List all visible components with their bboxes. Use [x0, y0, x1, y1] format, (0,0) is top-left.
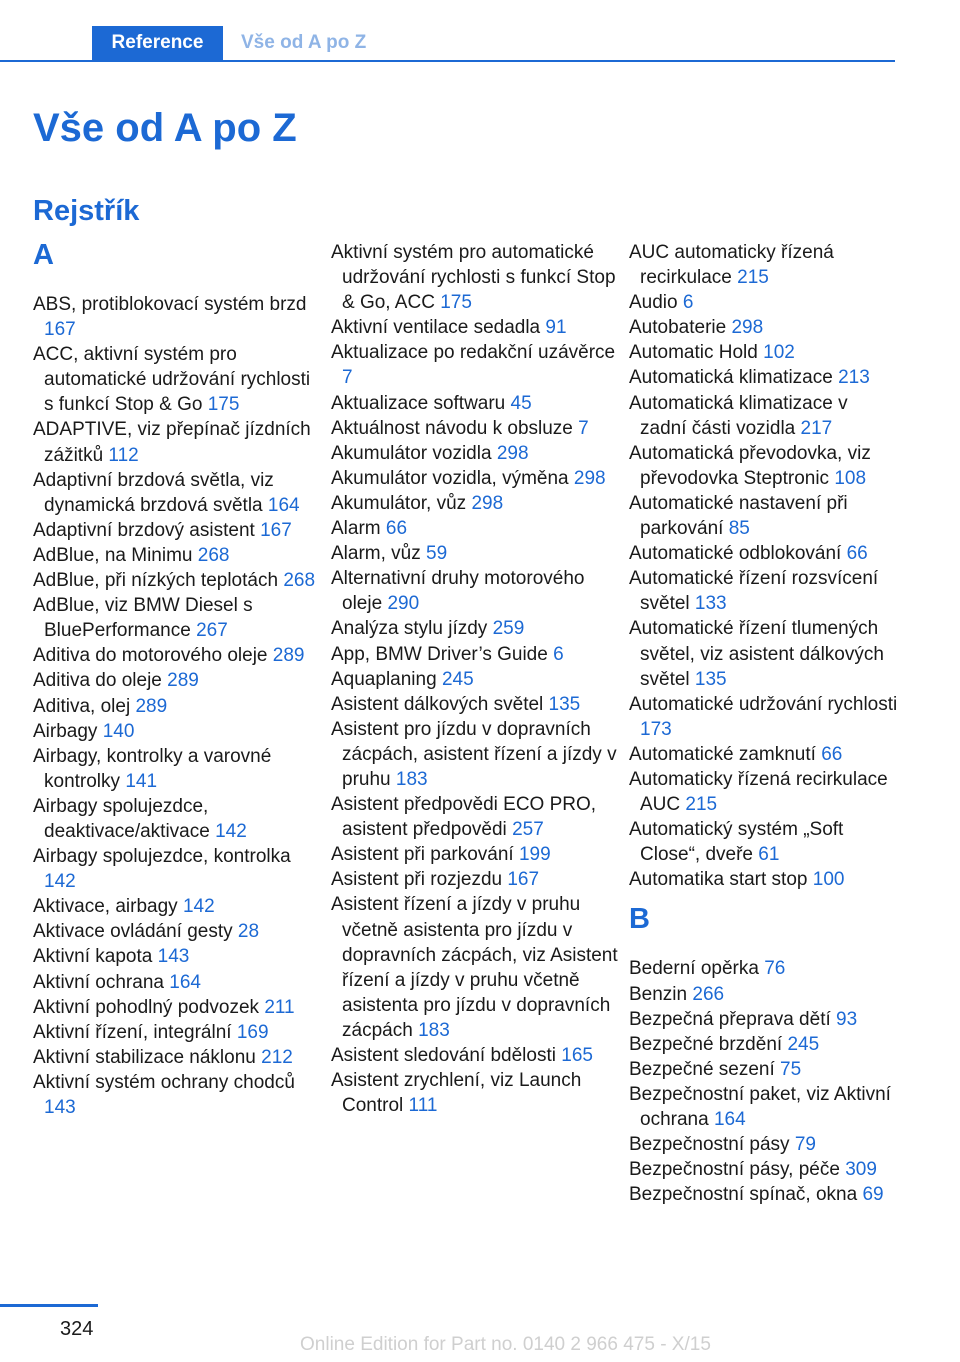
index-entry-text: Alarm [331, 518, 381, 540]
index-entry [331, 466, 621, 491]
index-page-link[interactable]: 173 [640, 718, 672, 740]
index-page-link[interactable]: 298 [496, 442, 529, 464]
index-column-1 [33, 240, 323, 1120]
index-page-link[interactable]: 7 [578, 417, 589, 439]
index-page-link[interactable]: 6 [553, 643, 564, 665]
index-entry-text: Airbagy spolujezdce, deaktivace/aktivace [33, 795, 210, 842]
index-page-link[interactable]: 66 [821, 743, 843, 765]
index-entry-text: AdBlue, viz BMW Diesel s BluePerformance [33, 595, 253, 642]
index-entry-text: Aktivní ventilace sedadla [331, 317, 541, 339]
index-page-link[interactable]: 245 [787, 1033, 820, 1055]
index-page-link[interactable]: 85 [728, 518, 750, 540]
index-page-link[interactable]: 215 [685, 794, 718, 816]
section-title: Rejstřík [33, 195, 140, 227]
index-entry-text: Automatické nastavení při parkování [629, 492, 848, 540]
index-entry [331, 892, 621, 1043]
index-entry-text: Bezpečné sezení [629, 1058, 775, 1080]
index-entry [629, 1157, 899, 1182]
index-entry-text: Aktivní pohodlný podvozek [33, 996, 260, 1018]
index-page-link[interactable]: 28 [237, 921, 260, 943]
index-entry [331, 1043, 621, 1068]
index-page-link[interactable]: 290 [387, 593, 420, 615]
index-entry-text: Automatické odblokování [629, 543, 842, 565]
index-entry [331, 516, 621, 541]
index-entry [331, 642, 621, 667]
index-page-link[interactable]: 257 [512, 819, 544, 841]
index-entry-text: Bezpečnostní pásy [629, 1134, 790, 1156]
index-entry [629, 817, 899, 867]
index-entry [33, 468, 323, 518]
index-entry-text: Alarm, vůz [331, 543, 421, 565]
index-page-link[interactable]: 76 [764, 958, 786, 980]
index-entry [331, 491, 621, 516]
index-page-link[interactable]: 267 [196, 620, 228, 642]
index-entry [629, 491, 899, 541]
index-page-link[interactable]: 167 [260, 519, 292, 541]
page-title: Vše od A po Z [33, 106, 297, 150]
index-entry [33, 292, 323, 342]
index-entry [331, 340, 621, 390]
index-entry-text: AdBlue, při nízkých teplotách [33, 570, 279, 592]
index-entry-text: Aktuálnost návodu k obsluze [331, 417, 573, 439]
index-entry-text: Akumulátor, vůz [331, 492, 467, 514]
letter-gap [629, 892, 899, 904]
index-entry [629, 566, 899, 616]
index-page-link[interactable]: 69 [862, 1184, 884, 1206]
section-tab[interactable]: Vše od A po Z [241, 32, 367, 53]
index-entry [33, 518, 323, 543]
index-entry-text: Asistent při parkování [331, 844, 514, 866]
index-column-2 [331, 240, 621, 1118]
index-page-link[interactable]: 111 [408, 1095, 438, 1117]
index-page-link[interactable]: 289 [272, 645, 305, 667]
index-entry-text: Automatická klimatizace [629, 367, 833, 389]
index-page-link[interactable]: 135 [548, 693, 581, 715]
index-entry-text: Aktualizace po redakční uzávěrce [331, 342, 616, 364]
index-page-link[interactable]: 108 [834, 467, 867, 489]
index-page-link[interactable]: 164 [169, 971, 201, 993]
footer-rule [0, 1304, 98, 1307]
index-entry [629, 541, 899, 566]
index-entry [629, 742, 899, 767]
index-entry-text: Bezpečnostní pásy, péče [629, 1159, 840, 1181]
index-entry-text: Aditiva do oleje [33, 670, 162, 692]
index-entry [629, 1132, 899, 1157]
index-page-link[interactable]: 59 [426, 543, 448, 565]
index-page-link[interactable]: 217 [800, 417, 833, 439]
index-entry [33, 970, 323, 995]
index-entry-text: Automatic Hold [629, 342, 758, 364]
index-entry [331, 566, 621, 616]
index-page-link[interactable]: 245 [441, 668, 474, 690]
index-entry-text: Automatická převodovka, viz převodovka Steptronic [629, 442, 871, 489]
index-entry [331, 1068, 621, 1118]
index-entry [629, 867, 899, 892]
index-page-link[interactable]: 183 [418, 1019, 450, 1041]
index-entry-text: Airbagy [33, 720, 98, 742]
index-page-link[interactable]: 61 [758, 844, 780, 866]
index-entry-text: Asistent sledování bdělosti [331, 1045, 556, 1066]
index-entry [629, 616, 899, 691]
index-entry [629, 240, 899, 290]
index-page-link[interactable]: 91 [545, 317, 567, 339]
index-page-link[interactable]: 142 [44, 871, 76, 893]
index-entry-text: Automatické zamknutí [629, 743, 816, 765]
index-page-link[interactable]: 165 [561, 1045, 593, 1066]
index-entry [629, 441, 899, 491]
index-page-link[interactable]: 102 [763, 342, 795, 364]
index-entry [33, 694, 323, 719]
index-page-link[interactable]: 75 [780, 1058, 802, 1080]
index-entry-text: Analýza stylu jízdy [331, 618, 488, 640]
index-page-link[interactable]: 100 [812, 869, 845, 891]
index-entry [331, 867, 621, 892]
index-page-link[interactable]: 268 [283, 570, 316, 592]
index-entry-text: Aktivní ochrana [33, 971, 164, 993]
index-entry-text: Asistent předpovědi ECO PRO, asistent předpovědi [331, 794, 597, 841]
index-entry-text: Adaptivní brzdový asistent [33, 519, 255, 541]
index-entry-text: Asistent při rozjezdu [331, 869, 503, 891]
index-entry-text: Aktivní řízení, integrální [33, 1021, 232, 1043]
index-entry-text: ACC, aktivní systém pro automatické udržování rychlosti s funkcí Stop & Go [33, 344, 311, 416]
index-entry [33, 719, 323, 744]
index-entry-text: Asistent pro jízdu v dopravních zácpách, asistent řízení a jízdy v pruhu [331, 718, 617, 790]
index-entry [331, 616, 621, 641]
index-entry-text: Aktivace, airbagy [33, 896, 178, 918]
index-entry-text: Aktivní systém pro automatické udržování rychlosti s funkcí Stop & Go, ACC [331, 242, 616, 314]
index-entry [629, 1007, 899, 1032]
index-entry [331, 692, 621, 717]
index-page-link[interactable]: 259 [492, 618, 525, 640]
index-page-link[interactable]: 66 [385, 518, 408, 540]
index-entry [33, 543, 323, 568]
index-entry-text: Alternativní druhy motorového oleje [331, 568, 585, 615]
index-entry [33, 894, 323, 919]
index-entry [33, 995, 323, 1020]
index-entry-text: Automatické udržování rychlosti [629, 693, 898, 715]
index-entry-text: Autobaterie [629, 317, 727, 339]
index-page-link[interactable]: 212 [261, 1046, 293, 1068]
index-entry-text: Audio [629, 292, 678, 314]
index-entry-text: Akumulátor vozidla, výměna [331, 467, 569, 489]
index-page-link[interactable]: 141 [125, 770, 158, 792]
index-page-link[interactable]: 45 [510, 392, 532, 414]
index-entry [33, 919, 323, 944]
index-page-link[interactable]: 298 [573, 467, 606, 489]
index-entry-text: Aditiva do motorového oleje [33, 645, 268, 667]
index-entry-text: Adaptivní brzdová světla, viz dynamická brzdová světla [33, 469, 274, 516]
index-entry [331, 667, 621, 692]
index-page-link[interactable]: 289 [135, 695, 168, 717]
index-entry-text: Bezpečná přeprava dětí [629, 1008, 831, 1030]
index-entry [33, 844, 323, 894]
index-page-link[interactable]: 213 [838, 367, 870, 389]
index-page-link[interactable]: 167 [507, 869, 540, 891]
index-entry [33, 342, 323, 417]
index-entry-text: ABS, protiblokovací systém brzd [33, 294, 307, 315]
index-entry [331, 416, 621, 441]
index-entry [629, 365, 899, 390]
index-entry [33, 668, 323, 693]
index-entry-text: Automaticky řízená recirkulace AUC [629, 768, 888, 816]
edition-note: Online Edition for Part no. 0140 2 966 475 - X/15 [300, 1334, 711, 1355]
index-entry-text: Akumulátor vozidla [331, 442, 492, 464]
index-entry-text: AUC automaticky řízená recirkulace [629, 242, 834, 289]
index-entry [629, 1032, 899, 1057]
index-page-link[interactable]: 93 [836, 1008, 858, 1030]
index-entry [33, 794, 323, 844]
index-page-link[interactable]: 66 [846, 543, 868, 565]
index-page-link[interactable]: 112 [108, 444, 139, 466]
index-page-link[interactable]: 142 [182, 896, 215, 918]
index-letter-heading: A [33, 239, 54, 271]
header-rule [0, 60, 895, 62]
index-page-link[interactable]: 298 [471, 492, 504, 514]
index-entry [33, 944, 323, 969]
index-page-link[interactable]: 199 [518, 844, 551, 866]
index-entry-text: Airbagy, kontrolky a varovné kontrolky [33, 745, 272, 792]
index-entry-text: Aktivní stabilizace náklonu [33, 1046, 256, 1068]
index-entry [629, 290, 899, 315]
index-entry [331, 441, 621, 466]
index-column-3 [629, 240, 899, 1207]
index-letter-heading: B [629, 903, 650, 936]
index-page-link[interactable]: 298 [731, 317, 764, 339]
index-entry-text: Automatické řízení tlumených světel, viz asistent dálkových světel [629, 618, 884, 690]
index-entry-text: Automatická klimatizace v zadní části vozidla [629, 392, 848, 439]
index-entry-text: Aktivace ovládání gesty [33, 921, 233, 943]
index-entry-text: Automatický systém „Soft Close“, dveře [629, 819, 844, 866]
index-page-link[interactable]: 79 [794, 1134, 816, 1156]
index-page-link[interactable]: 268 [197, 544, 230, 566]
index-entry [629, 315, 899, 340]
index-entry [629, 982, 899, 1007]
index-entry-text: Aktivní systém ochrany chodců [33, 1071, 295, 1093]
index-entry-text: Asistent řízení a jízdy v pruhu včetně asistenta pro jízdu v dopravních zácpách, viz Asistent řízení a jízdy v pruhu včetně asistenta pro jízdu v dopravních zácpách [331, 894, 618, 1041]
index-page-link[interactable]: 175 [207, 394, 240, 416]
index-entry-text: Asistent zrychlení, viz Launch Control [331, 1070, 582, 1117]
index-entry-text: Automatické řízení rozsvícení světel [629, 568, 879, 615]
index-entry-text: AdBlue, na Minimu [33, 544, 193, 566]
index-entry [331, 541, 621, 566]
index-entry [33, 643, 323, 668]
index-page-link[interactable]: 167 [44, 319, 76, 341]
index-entry [331, 842, 621, 867]
index-page-link[interactable]: 142 [215, 820, 247, 842]
index-entry [33, 1070, 323, 1120]
index-page-link[interactable]: 140 [102, 720, 135, 742]
index-entry-text: Bederní opěrka [629, 958, 759, 980]
reference-tab[interactable]: Reference [92, 26, 223, 60]
index-page-link[interactable]: 175 [440, 292, 472, 314]
running-header [0, 26, 895, 62]
index-entry [629, 1057, 899, 1082]
index-page-link[interactable]: 266 [692, 983, 725, 1005]
index-entry [331, 792, 621, 842]
index-page-link[interactable]: 211 [264, 996, 295, 1018]
index-entry [33, 1045, 323, 1070]
index-entry [629, 340, 899, 365]
index-page-link[interactable]: 164 [267, 494, 300, 516]
index-entry [33, 1020, 323, 1045]
index-page-link[interactable]: 289 [167, 670, 199, 692]
index-entry [629, 391, 899, 441]
index-entry-text: Aquaplaning [331, 668, 437, 690]
index-page-link[interactable]: 183 [395, 768, 428, 790]
index-entry [33, 568, 323, 593]
index-entry [331, 717, 621, 792]
index-entry [33, 417, 323, 467]
index-entry-text: Bezpečnostní spínač, okna [629, 1184, 858, 1206]
index-entry-text: Bezpečnostní paket, viz Aktivní ochrana [629, 1083, 891, 1130]
index-entry-text: Aditiva, olej [33, 695, 131, 717]
index-page-link[interactable]: 135 [694, 668, 727, 690]
index-entry [629, 1182, 899, 1207]
index-entry [629, 692, 899, 742]
index-page-link[interactable]: 169 [236, 1021, 269, 1043]
index-page-link[interactable]: 143 [157, 946, 190, 968]
index-entry [629, 1082, 899, 1132]
index-entry-text: App, BMW Driver’s Guide [331, 643, 548, 665]
index-entry-text: Automatika start stop [629, 869, 808, 891]
index-page-link[interactable]: 215 [737, 267, 769, 289]
index-page-link[interactable]: 143 [44, 1097, 76, 1118]
index-entry-text: ADAPTIVE, viz přepínač jízdních zážitků [33, 419, 311, 466]
index-page-link[interactable]: 7 [342, 367, 353, 389]
index-entry [629, 956, 899, 981]
index-entry [33, 593, 323, 643]
index-page-link[interactable]: 133 [694, 593, 727, 615]
index-entry-text: Benzin [629, 983, 688, 1005]
index-entry [331, 315, 621, 340]
index-page-link[interactable]: 164 [713, 1109, 746, 1130]
index-entry-text: Bezpečné brzdění [629, 1033, 783, 1055]
index-page-link[interactable]: 309 [845, 1159, 877, 1181]
index-page-link[interactable]: 6 [682, 292, 694, 314]
index-entry-text: Asistent dálkových světel [331, 693, 544, 715]
index-entry-text: Airbagy spolujezdce, kontrolka [33, 846, 291, 868]
index-entry [33, 744, 323, 794]
index-entry [331, 391, 621, 416]
index-entry-text: Aktivní kapota [33, 946, 153, 968]
index-entry [629, 767, 899, 817]
index-entry-text: Aktualizace softwaru [331, 392, 506, 414]
page-number: 324 [60, 1318, 94, 1340]
index-entry [331, 240, 621, 315]
